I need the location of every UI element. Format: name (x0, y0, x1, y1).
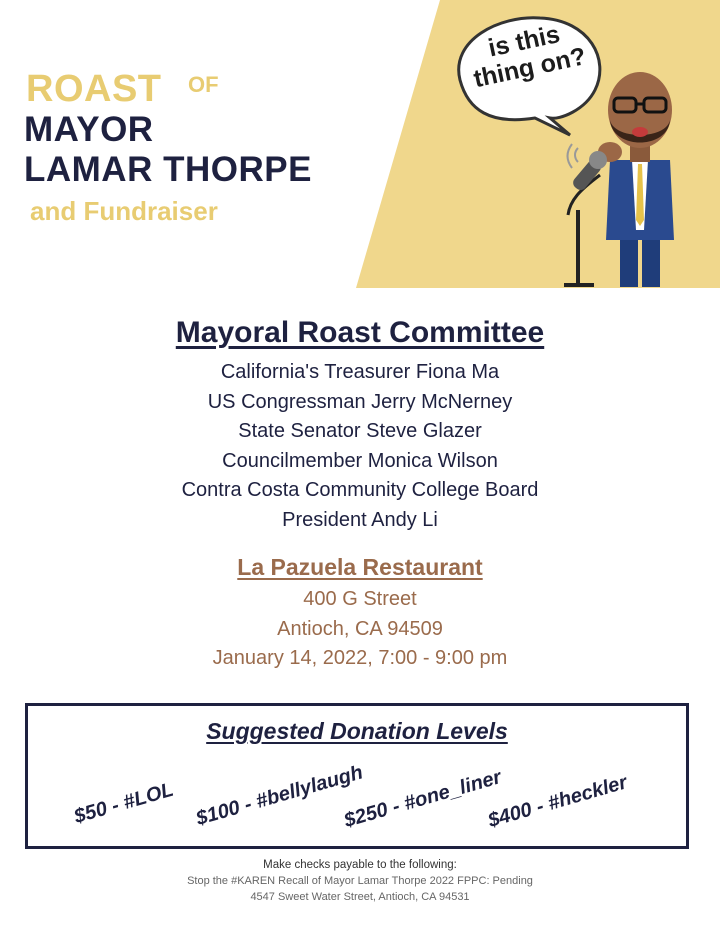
committee-member: Contra Costa Community College Board (181, 479, 539, 501)
donation-level: $50 - #LOL (71, 778, 177, 829)
footer-address: 4547 Sweet Water Street, Antioch, CA 94531 (250, 891, 470, 903)
title-subtitle: and Fundraiser (30, 196, 218, 226)
committee-section (0, 316, 720, 535)
donation-title: Suggested Donation Levels (206, 718, 508, 744)
title-mayor: MAYOR (24, 110, 154, 149)
committee-member: US Congressman Jerry McNerney (207, 390, 513, 413)
donation-level: $250 - #one_liner (341, 766, 504, 833)
footer (0, 857, 720, 905)
donation-level: $400 - #heckler (485, 771, 630, 833)
title-roast: ROAST (26, 68, 162, 110)
comedian-avatar-icon (540, 40, 700, 290)
committee-members (0, 358, 720, 535)
venue-section (0, 554, 720, 674)
hero-banner (0, 0, 720, 288)
committee-member: President Andy Li (282, 508, 438, 531)
footer-payee: Stop the #KAREN Recall of Mayor Lamar Thorpe 2022 FPPC: Pending (187, 875, 533, 887)
committee-title: Mayoral Roast Committee (175, 316, 545, 349)
donation-levels-box (25, 703, 689, 849)
title-name: LAMAR THORPE (24, 150, 312, 189)
donation-level: $100 - #bellylaugh (193, 761, 366, 831)
committee-member: State Senator Steve Glazer (238, 420, 482, 442)
venue-city: Antioch, CA 94509 (277, 617, 443, 640)
event-datetime: January 14, 2022, 7:00 - 9:00 pm (212, 647, 508, 669)
speech-bubble-text: is this thing on? (471, 20, 589, 94)
venue-name: La Pazuela Restaurant (237, 554, 483, 580)
venue-street: 400 G Street (303, 588, 417, 610)
committee-member: California's Treasurer Fiona Ma (220, 361, 500, 383)
footer-checks-note: Make checks payable to the following: (263, 859, 457, 871)
committee-member: Councilmember Monica Wilson (222, 449, 498, 472)
title-of: OF (188, 72, 219, 97)
